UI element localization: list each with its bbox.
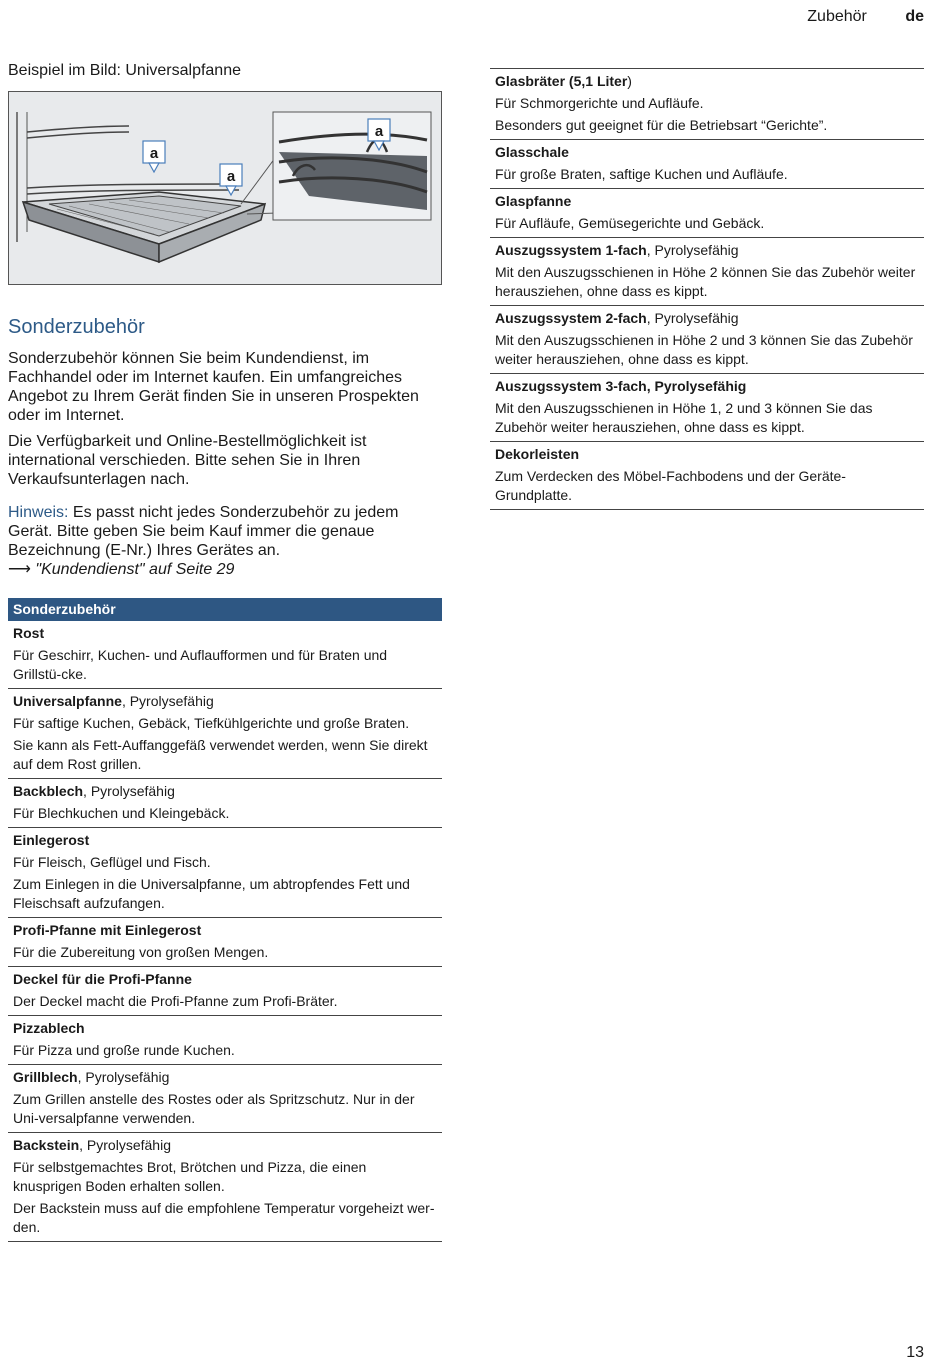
table-header: Sonderzubehör (8, 598, 442, 621)
table-row (8, 689, 442, 779)
header-language: de (905, 8, 924, 25)
accessory-suffix: , Pyrolysefähig (83, 783, 175, 799)
table-row (490, 189, 924, 238)
accessory-name (13, 921, 437, 940)
accessory-table-right (490, 68, 924, 510)
table-row (490, 442, 924, 510)
accessory-name (495, 192, 919, 211)
accessory-suffix: , Pyrolysefähig (646, 242, 739, 258)
accessory-description: Zum Grillen anstelle des Rostes oder als Spritzschutz. Nur in der Uni-versalpfanne verwenden. (13, 1091, 415, 1126)
accessory-suffix: , Pyrolysefähig (77, 1069, 170, 1085)
accessory-description: Für selbstgemachtes Brot, Brötchen und Pizza, die einen knusprigen Boden erhalten sollen. (13, 1159, 367, 1194)
section-heading: Sonderzubehör (8, 316, 145, 338)
accessory-description: Zum Einlegen in die Universalpfanne, um abtropfendes Fett und Fleischsaft aufzufangen. (13, 876, 410, 911)
accessory-title: Glasschale (495, 144, 569, 160)
accessory-name (495, 143, 919, 162)
accessory-name (13, 831, 437, 850)
callout-label: a (149, 145, 159, 162)
accessory-title: Deckel für die Profi-Pfanne (13, 971, 192, 987)
table-row (490, 69, 924, 140)
accessory-table-left (8, 598, 442, 1242)
table-row (8, 1133, 442, 1242)
accessory-description: Für Pizza und große runde Kuchen. (13, 1042, 235, 1058)
table-row (8, 918, 442, 967)
arrow-icon: ⟶ (8, 561, 31, 578)
table-row (8, 1016, 442, 1065)
accessory-name (13, 1019, 437, 1038)
oven-pan-drawing (9, 92, 441, 284)
accessory-name (495, 241, 919, 260)
accessory-description: Mit den Auszugsschienen in Höhe 2 und 3 können Sie das Zubehör weiter herausziehen, ohne dass es kippt. (495, 332, 913, 367)
callout-label: a (226, 168, 236, 185)
accessory-description: Zum Verdecken des Möbel-Fachbodens und der Geräte-Grundplatte. (495, 468, 846, 503)
accessory-name (495, 309, 919, 328)
accessory-suffix: , Pyrolysefähig (79, 1137, 171, 1153)
accessory-description: Für die Zubereitung von großen Mengen. (13, 944, 269, 960)
table-body (8, 621, 442, 1242)
table-row (8, 621, 442, 689)
accessory-title: Profi-Pfanne mit Einlegerost (13, 922, 202, 938)
accessory-suffix: , Pyrolysefähig (646, 310, 739, 326)
accessory-description: Für Geschirr, Kuchen- und Auflaufformen und für Braten und Grillstü-cke. (13, 647, 388, 682)
note-label: Hinweis: (8, 504, 69, 521)
accessory-suffix: , Pyrolysefähig (121, 693, 214, 709)
accessory-description: Der Backstein muss auf die empfohlene Temperatur vorgeheizt wer-den. (13, 1200, 435, 1235)
note (8, 503, 442, 579)
header-section-title: Zubehör (807, 8, 867, 25)
accessory-title: Grillblech (13, 1069, 78, 1085)
accessory-title: Backstein (13, 1137, 80, 1153)
accessory-name (13, 692, 437, 711)
accessory-name (495, 445, 919, 464)
page-header (807, 8, 924, 26)
accessory-description: Für Blechkuchen und Kleingebäck. (13, 805, 230, 821)
table-row (490, 374, 924, 442)
page-reference-link[interactable]: "Kundendienst" auf Seite 29 (35, 561, 235, 578)
accessory-title: Auszugssystem 3-fach, Pyrolysefähig (495, 378, 747, 394)
table-row (8, 779, 442, 828)
accessory-description: Mit den Auszugsschienen in Höhe 2 können Sie das Zubehör weiter herausziehen, ohne dass es kippt. (495, 264, 916, 299)
accessory-description: Für Fleisch, Geflügel und Fisch. (13, 854, 211, 870)
paragraph: Die Verfügbarkeit und Online-Bestellmöglichkeit ist international verschieden. Bitte sehen Sie in Ihren Verkaufsunterlagen nach. (8, 433, 367, 488)
accessory-name (13, 1068, 437, 1087)
accessory-description: Mit den Auszugsschienen in Höhe 1, 2 und 3 können Sie das Zubehör weiter herausziehen, ohne dass es kippt. (495, 400, 873, 435)
accessory-description: Für Schmorgerichte und Aufläufe. (495, 95, 704, 111)
accessory-title: Glasbräter (5,1 Liter (495, 73, 628, 89)
accessory-title: Einlegerost (13, 832, 90, 848)
accessory-description: Für Aufläufe, Gemüsegerichte und Gebäck. (495, 215, 765, 231)
accessory-description: Für saftige Kuchen, Gebäck, Tiefkühlgerichte und große Braten. (13, 715, 410, 731)
universal-pan-illustration (8, 91, 442, 285)
table-row (490, 238, 924, 306)
figure-caption: Beispiel im Bild: Universalpfanne (8, 62, 241, 79)
accessory-name (13, 970, 437, 989)
accessory-title: Backblech (13, 783, 84, 799)
sonderzubehoer-section (8, 316, 442, 579)
table-row (8, 1065, 442, 1133)
table-row (490, 140, 924, 189)
paragraph: Sonderzubehör können Sie beim Kundendienst, im Fachhandel oder im Internet kaufen. Ein umfangreiches Angebot zu Ihrem Gerät finden Sie in unseren Prospekten oder im Internet. (8, 350, 419, 424)
accessory-title: Universalpfanne (13, 693, 122, 709)
accessory-suffix: ) (627, 73, 632, 89)
accessory-description: Für große Braten, saftige Kuchen und Aufläufe. (495, 166, 788, 182)
note-text: Es passt nicht jedes Sonderzubehör zu jedem Gerät. Bitte geben Sie beim Kauf immer die genaue Bezeichnung (E-Nr.) Ihres Gerätes an. (8, 504, 399, 559)
accessory-title: Dekorleisten (495, 446, 580, 462)
callout-label: a (374, 123, 384, 140)
accessory-title: Pizzablech (13, 1020, 85, 1036)
page-number: 13 (906, 1344, 924, 1361)
accessory-title: Glaspfanne (495, 193, 572, 209)
accessory-name (13, 1136, 437, 1155)
accessory-name (13, 782, 437, 801)
accessory-title: Rost (13, 625, 45, 641)
accessory-description: Sie kann als Fett-Auffanggefäß verwendet werden, wenn Sie direkt auf dem Rost grillen. (13, 737, 428, 772)
table-row (490, 306, 924, 374)
table-row (8, 828, 442, 918)
accessory-title: Auszugssystem 2-fach (495, 310, 647, 326)
accessory-title: Auszugssystem 1-fach (495, 242, 647, 258)
accessory-description: Besonders gut geeignet für die Betriebsart “Gerichte”. (495, 117, 828, 133)
accessory-name (495, 377, 919, 396)
accessory-name (13, 624, 437, 643)
table-row (8, 967, 442, 1016)
accessory-name (495, 72, 919, 91)
accessory-description: Der Deckel macht die Profi-Pfanne zum Profi-Bräter. (13, 993, 338, 1009)
